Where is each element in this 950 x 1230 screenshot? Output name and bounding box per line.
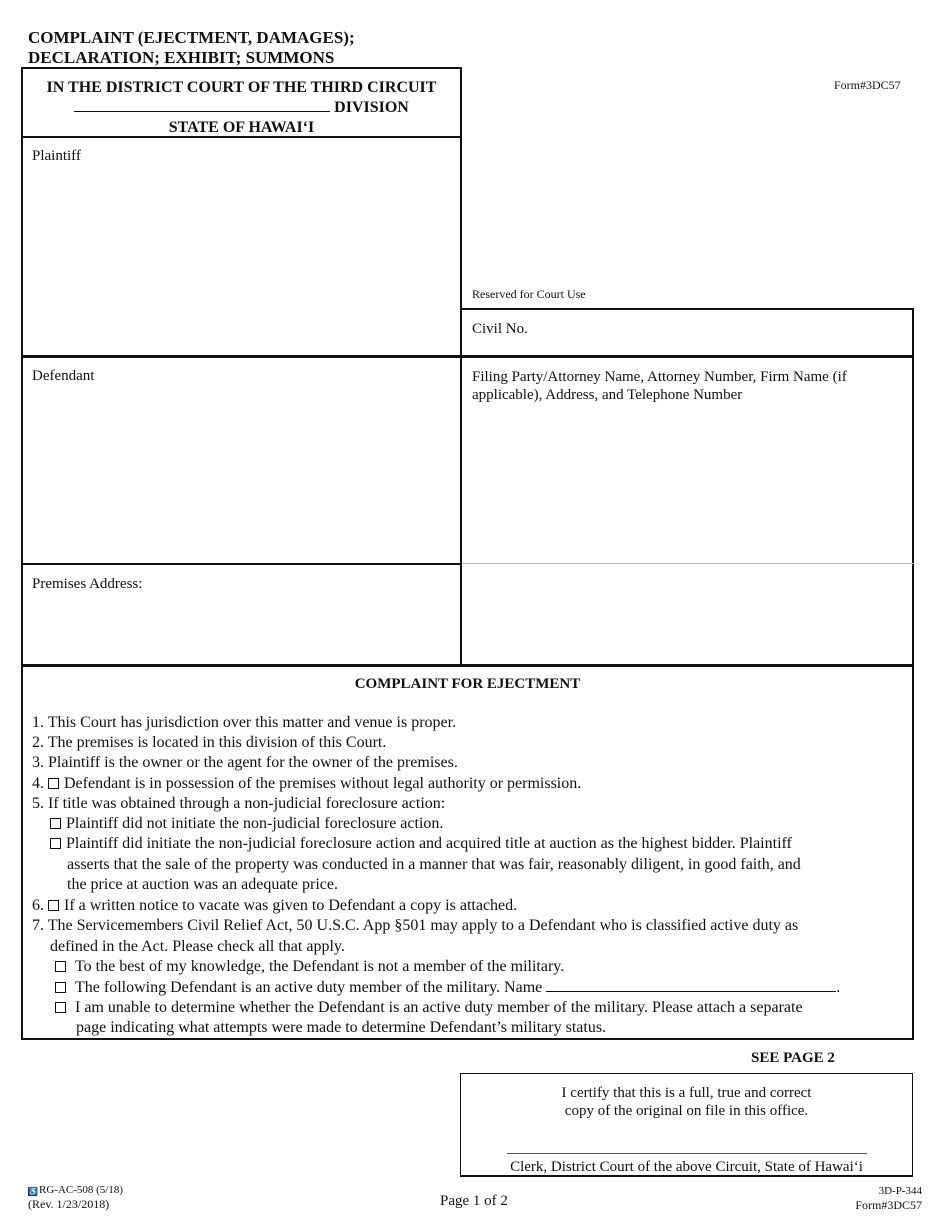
item-7a bbox=[55, 957, 564, 977]
item-7a-text: To the best of my knowledge, the Defendant is not a member of the military. bbox=[75, 958, 565, 975]
state-name: STATE OF HAWAI‘I bbox=[168, 119, 315, 136]
item-5b-checkbox[interactable] bbox=[50, 838, 61, 849]
filing-party-line-1: Filing Party/Attorney Name, Attorney Number, Firm Name (if bbox=[472, 369, 847, 385]
item-6-number: 6. bbox=[32, 897, 44, 914]
division-blank[interactable] bbox=[74, 111, 330, 112]
right-border bbox=[912, 308, 914, 665]
item-6-text: If a written notice to vacate was given to Defendant a copy is attached. bbox=[64, 897, 518, 914]
defendant-top-border bbox=[21, 355, 914, 358]
page-number: Page 1 of 2 bbox=[440, 1193, 508, 1209]
footer-left-code: RG-AC-508 (5/18) bbox=[39, 1184, 124, 1196]
division-line bbox=[23, 98, 460, 118]
certification-text bbox=[462, 1084, 911, 1120]
item-5a-checkbox[interactable] bbox=[50, 818, 61, 829]
item-5b-text-3: the price at auction was an adequate price. bbox=[67, 876, 338, 893]
item-7c bbox=[55, 998, 803, 1018]
reserved-label: Reserved for Court Use bbox=[472, 287, 586, 301]
plaintiff-label: Plaintiff bbox=[32, 148, 81, 164]
clerk-signature-line[interactable] bbox=[507, 1153, 867, 1154]
item-7-text-1: 7. The Servicemembers Civil Relief Act, 50 U.S.C. App §501 may apply to a Defendant who is classified active duty as bbox=[32, 917, 799, 934]
item-7b: The following Defendant is an active duty member of the military. Name . bbox=[55, 978, 840, 998]
item-6-checkbox[interactable] bbox=[48, 900, 59, 911]
filing-party-line-2: applicable), Address, and Telephone Number bbox=[472, 387, 743, 403]
filing-party-label bbox=[472, 368, 847, 404]
complaint-right-border bbox=[912, 664, 914, 1040]
item-4-checkbox[interactable] bbox=[48, 778, 59, 789]
see-page-2: SEE PAGE 2 bbox=[751, 1050, 835, 1066]
item-4-text: Defendant is in possession of the premises without legal authority or permission. bbox=[64, 775, 582, 792]
military-name-blank[interactable] bbox=[546, 991, 836, 992]
complaint-left-border bbox=[21, 664, 23, 1040]
item-5a-text: Plaintiff did not initiate the non-judicial foreclosure action. bbox=[66, 815, 444, 832]
document-title bbox=[28, 28, 355, 68]
accessibility-icon: ♿ bbox=[28, 1187, 38, 1196]
left-border bbox=[21, 67, 23, 665]
footer-left-code-row bbox=[28, 1183, 123, 1197]
item-6 bbox=[32, 896, 517, 916]
complaint-top-border bbox=[21, 664, 914, 667]
item-2: 2. The premises is located in this division of this Court. bbox=[32, 734, 387, 751]
certification-line-2: copy of the original on file in this office. bbox=[564, 1103, 809, 1119]
civil-no-label: Civil No. bbox=[472, 321, 528, 337]
footer-form-id: Form#3DC57 bbox=[855, 1198, 922, 1212]
form-id-top: Form#3DC57 bbox=[834, 78, 901, 92]
item-7a-checkbox[interactable] bbox=[55, 961, 66, 972]
defendant-label: Defendant bbox=[32, 368, 95, 384]
footer-left bbox=[28, 1183, 123, 1211]
court-box-top-border bbox=[21, 67, 462, 69]
reserved-bottom-border bbox=[460, 308, 914, 310]
clerk-label: Clerk, District Court of the above Circuit, State of Hawai‘i bbox=[510, 1159, 863, 1175]
item-3: 3. Plaintiff is the owner or the agent for the owner of the premises. bbox=[32, 754, 458, 771]
premises-top-border-faint bbox=[462, 563, 914, 564]
footer-rev: (Rev. 1/23/2018) bbox=[28, 1197, 110, 1211]
court-box bbox=[23, 78, 460, 138]
item-7b-checkbox[interactable] bbox=[55, 982, 66, 993]
footer-right-code: 3D-P-344 bbox=[878, 1185, 922, 1197]
item-5: 5. If title was obtained through a non-judicial foreclosure action: bbox=[32, 795, 446, 812]
item-5a bbox=[50, 814, 443, 834]
item-7c-text-1: I am unable to determine whether the Defendant is an active duty member of the military. Please attach a separate bbox=[75, 999, 803, 1016]
item-7c-text-2: page indicating what attempts were made to determine Defendant’s military status. bbox=[76, 1019, 607, 1036]
complaint-heading: COMPLAINT FOR EJECTMENT bbox=[354, 676, 581, 692]
center-border bbox=[460, 67, 462, 665]
item-7c-checkbox[interactable] bbox=[55, 1002, 66, 1013]
complaint-bottom-border bbox=[21, 1038, 914, 1040]
certification-line-1: I certify that this is a full, true and correct bbox=[561, 1085, 812, 1101]
item-4-number: 4. bbox=[32, 775, 44, 792]
footer-right bbox=[855, 1184, 922, 1212]
title-line-2: DECLARATION; EXHIBIT; SUMMONS bbox=[28, 48, 335, 67]
item-5b bbox=[50, 834, 792, 854]
item-4 bbox=[32, 774, 581, 794]
item-7b-text: The following Defendant is an active duty member of the military. Name bbox=[75, 979, 543, 996]
item-1: 1. This Court has jurisdiction over this matter and venue is proper. bbox=[32, 714, 457, 731]
item-5b-text-1: Plaintiff did initiate the non-judicial foreclosure action and acquired title at auction as the highest bidder. Plaintiff bbox=[66, 835, 792, 852]
court-name: IN THE DISTRICT COURT OF THE THIRD CIRCUIT bbox=[46, 79, 437, 96]
title-line-1: COMPLAINT (EJECTMENT, DAMAGES); bbox=[28, 28, 355, 47]
premises-top-border bbox=[21, 563, 462, 565]
item-5b-text-2: asserts that the sale of the property was conducted in a manner that was fair, reasonably diligent, in good faith, and bbox=[67, 856, 801, 873]
premises-label: Premises Address: bbox=[32, 576, 143, 592]
division-label: DIVISION bbox=[334, 99, 409, 116]
item-7-text-2: defined in the Act. Please check all that apply. bbox=[50, 938, 345, 955]
